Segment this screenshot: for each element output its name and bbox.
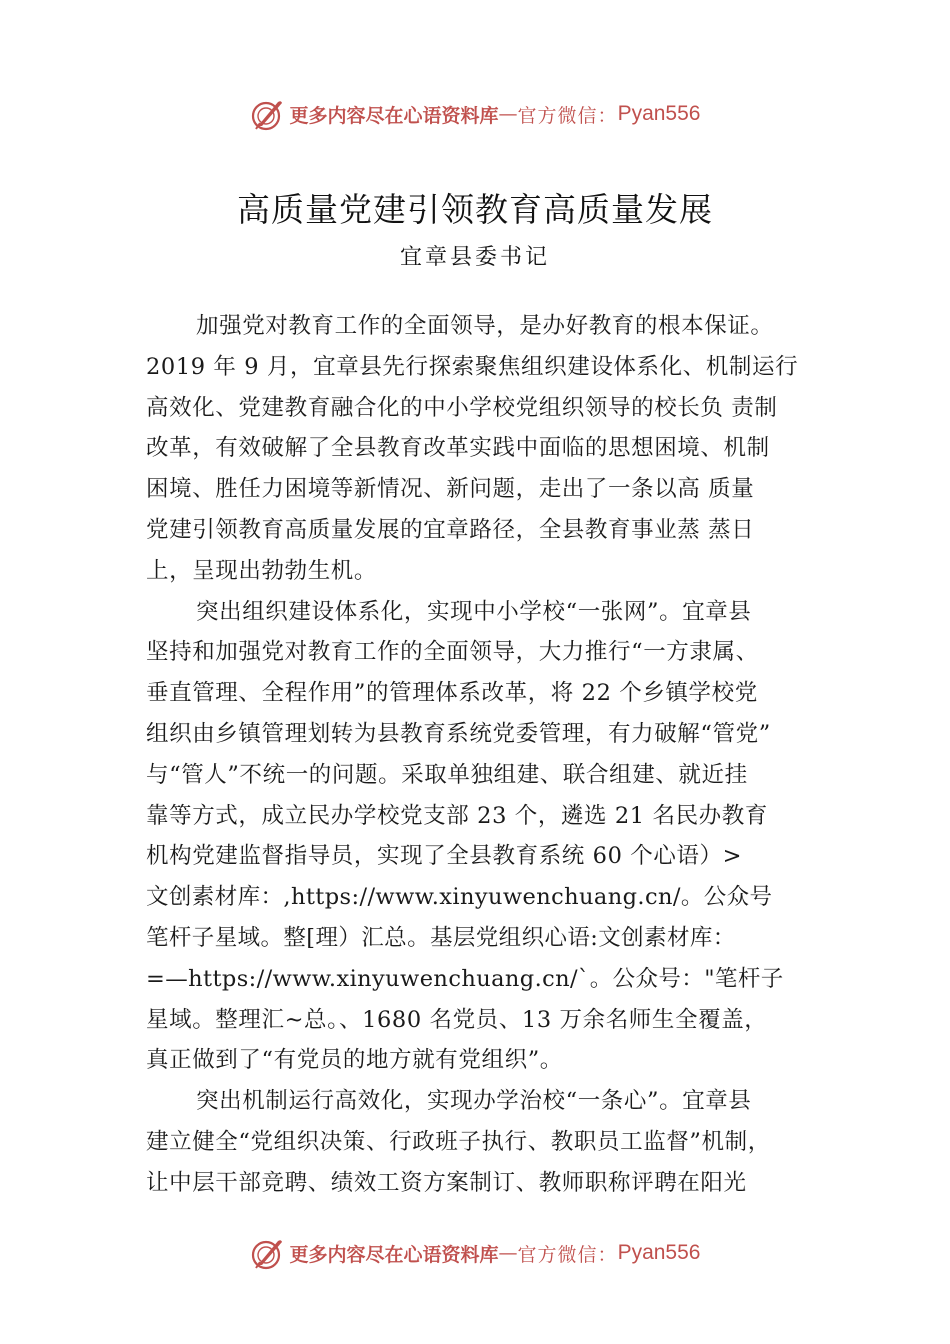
- wechat-label: 官方微信：: [517, 104, 618, 127]
- wechat-id: Pyan556: [617, 102, 701, 125]
- text-line: 党建引领教育高质量发展的宜章路径，全县教育事业蒸 蒸日: [146, 516, 755, 543]
- wechat-label: 官方微信：: [517, 1243, 618, 1266]
- footer-banner: [0, 1233, 950, 1273]
- text-line: 改革，有效破解了全县教育改革实践中面临的思想困境、机制: [146, 435, 770, 462]
- text-line: 真正做到了“有党员的地方就有党组织”。: [146, 1047, 563, 1074]
- document-title: 高质量党建引领教育高质量发展: [237, 190, 713, 229]
- text-line: 星域。整理汇~总。、1680 名党员、13 万余名师生全覆盖，: [146, 1006, 768, 1033]
- text-line: 坚持和加强党对教育工作的全面领导，大力推行“一方隶属、: [146, 639, 759, 666]
- text-line: 文创素材库：,https://www.xinyuwenchuang.cn/。公众号: [146, 884, 773, 911]
- text-line: 高效化、党建教育融合化的中小学校党组织领导的校长负 责制: [146, 394, 778, 421]
- text-line: 上，呈现出勃勃生机。: [146, 557, 378, 584]
- wechat-id: Pyan556: [617, 1241, 701, 1264]
- text-line: 垂直管理、全程作用”的管理体系改革，将 22 个乡镇学校党: [146, 680, 758, 707]
- text-line: =—https://www.xinyuwenchuang.cn/`。公众号："笔杆子: [146, 965, 784, 992]
- banner-separator: —: [498, 1242, 518, 1264]
- quill-logo-icon: [250, 1235, 286, 1271]
- quill-logo-icon: [250, 96, 286, 132]
- text-line: 加强党对教育工作的全面领导，是办好教育的根本保证。: [196, 313, 774, 339]
- text-line: 困境、胜任力困境等新情况、新问题，走出了一条以高 质量: [146, 476, 755, 503]
- text-line: 笔杆子星域。整[理）汇总。基层党组织心语:文创素材库：: [146, 924, 736, 951]
- text-line: 让中层干部竞聘、绩效工资方案制订、教师职称评聘在阳光: [146, 1169, 747, 1196]
- document-body: [146, 306, 836, 1204]
- text-line: 突出组织建设体系化，实现中小学校“一张网”。宜章县: [196, 598, 752, 625]
- site-name: 更多内容尽在心语资料库: [289, 1243, 499, 1266]
- header-banner: [0, 94, 950, 134]
- site-name: 更多内容尽在心语资料库: [289, 104, 499, 127]
- document-author: 宜章县委书记: [399, 245, 550, 270]
- text-line: 靠等方式，成立民办学校党支部 23 个，遴选 21 名民办教育: [146, 802, 768, 829]
- text-line: 与“管人”不统一的问题。采取单独组建、联合组建、就近挂: [146, 761, 748, 788]
- banner-separator: —: [498, 103, 518, 125]
- text-line: 建立健全“党组织决策、行政班子执行、教职员工监督”机制，: [146, 1128, 771, 1155]
- text-line: 2019 年 9 月，宜章县先行探索聚焦组织建设体系化、机制运行: [146, 353, 799, 380]
- text-line: 组织由乡镇管理划转为县教育系统党委管理，有力破解“管党”: [146, 720, 771, 747]
- text-line: 突出机制运行高效化，实现办学治校“一条心”。宜章县: [196, 1088, 752, 1115]
- text-line: 机构党建监督指导员，实现了全县教育系统 60 个心语）>: [146, 843, 743, 870]
